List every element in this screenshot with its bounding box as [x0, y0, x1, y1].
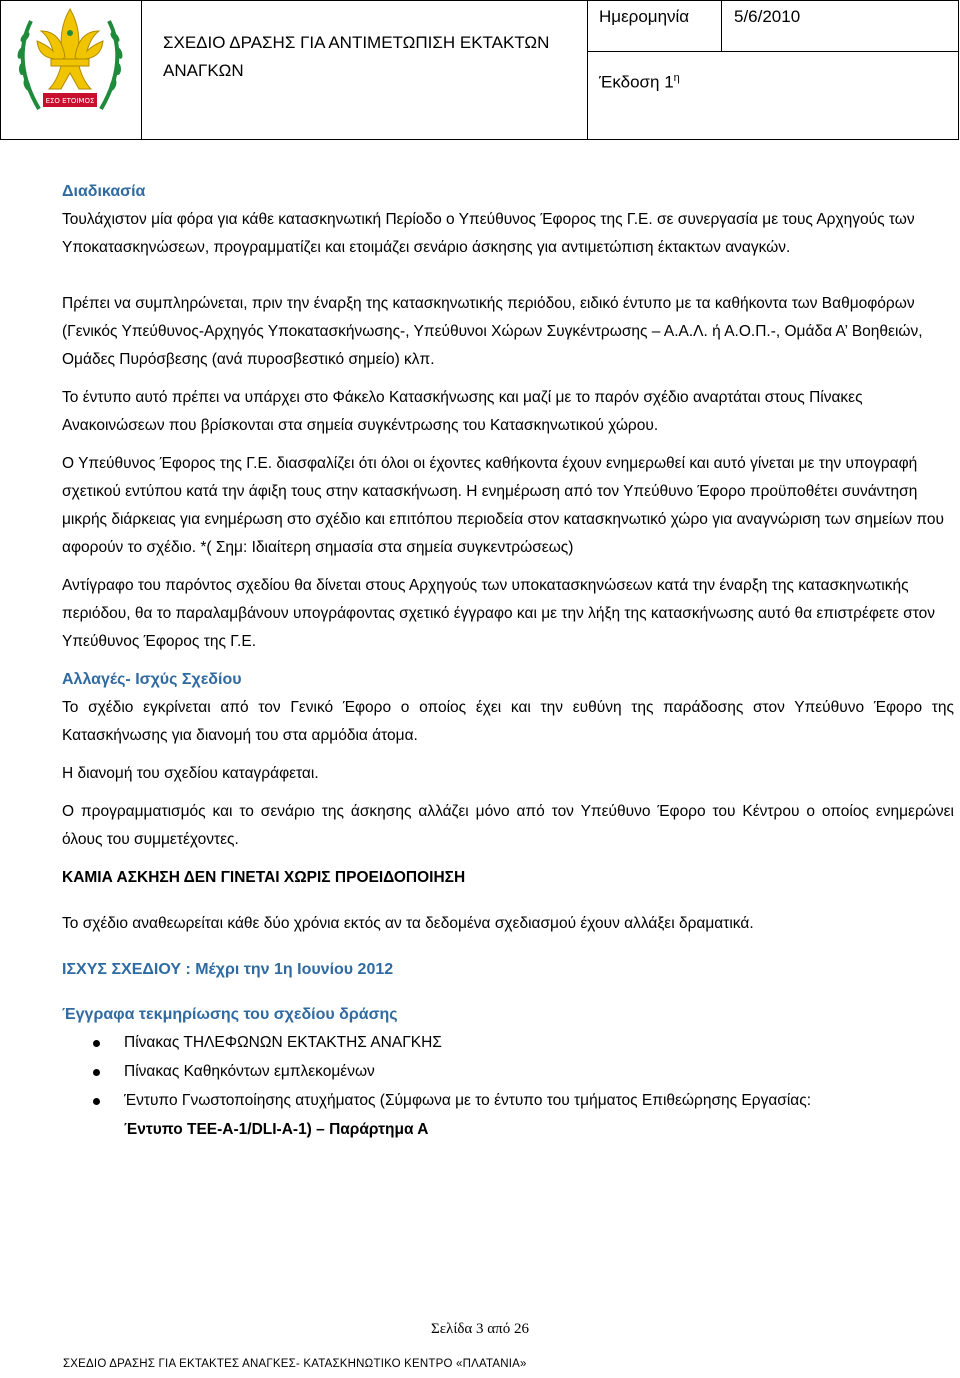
document-title: ΣΧΕΔΙΟ ΔΡΑΣΗΣ ΓΙΑ ΑΝΤΙΜΕΤΩΠΙΣΗ ΕΚΤΑΚΤΩΝ ΑΝΑΓΚΩΝ [163, 33, 550, 80]
documents-list [62, 1028, 954, 1144]
paragraph-5: Αντίγραφο του παρόντος σχεδίου θα δίνεται στους Αρχηγούς των υποκατασκηνώσεων κατά την έναρξη της κατασκηνωτικής περιόδου, θα το παραλαμβάνουν υπογράφοντας σχετικό έγγραφο και με την λήξη της κατασκήνωσης αυτό θα επιστρέφετε στον Υπεύθυνος Έφορος της Γ.Ε. [62, 577, 936, 650]
list-item: Πίνακας ΤΗΛΕΦΩΝΩΝ ΕΚΤΑΚΤΗΣ ΑΝΑΓΚΗΣ [62, 1028, 954, 1057]
paragraph-8: Ο προγραμματισμός και το σενάριο της άσκησης αλλάζει μόνο από τον Υπεύθυνο Έφορο του Κέντρου ο οποίος ενημερώνει όλους του συμμετέχοντες. [62, 803, 954, 848]
edition-superscript: η [673, 72, 680, 84]
bullet-icon [93, 1069, 100, 1076]
date-label-cell [588, 1, 722, 52]
paragraph-warning: ΚΑΜΙΑ ΑΣΚΗΣΗ ΔΕΝ ΓΙΝΕΤΑΙ ΧΩΡΙΣ ΠΡΟΕΙΔΟΠΟΙΗΣΗ [62, 869, 466, 886]
section-title-changes: Αλλαγές- Ισχύς Σχεδίου [62, 671, 242, 688]
paragraph-10: Το σχέδιο αναθεωρείται κάθε δύο χρόνια εκτός αν τα δεδομένα σχεδιασμού έχουν αλλάξει δραματικά. [62, 915, 754, 932]
document-title-cell [142, 1, 588, 140]
svg-text:ΕΣΟ ΕΤΟΙΜΟΣ: ΕΣΟ ΕΤΟΙΜΟΣ [45, 97, 95, 105]
paragraph-4: Ο Υπεύθυνος Έφορος της Γ.Ε. διασφαλίζει ότι όλοι οι έχοντες καθήκοντα έχουν ενημερωθεί και αυτό γίνεται με την υπογραφή σχετικού εντύπου κατά την άφιξη τους στην κατασκήνωση. Η ενημέρωση από τον Υπεύθυνο Έφορο προϋποθέτει συνάντηση μικρής διάρκειας για ενημέρωση στο σχέδιο και επιτόπου περιοδεία στον κατασκηνωτικό χώρο για αναγνώριση των σημείων που αφορούν το σχέδιο. *( Σημ: Ιδιαίτερη σημασία στα σημεία συγκεντρώσεως) [62, 455, 944, 556]
list-item-continuation: Έντυπο ΤΕΕ-Α-1/DLI-Α-1) – Παράρτημα Α [124, 1121, 429, 1138]
date-label: Ημερομηνία [599, 7, 690, 26]
document-body [62, 178, 954, 1144]
paragraph-1: Τουλάχιστον μία φόρα για κάθε κατασκηνωτική Περίοδο ο Υπεύθυνος Έφορος της Γ.Ε. σε συνεργασία με τους Αρχηγούς των Υποκατασκηνώσεων, προγραμματίζει και ετοιμάζει σενάριο άσκησης για αντιμετώπιση έκτακτων αναγκών. [62, 211, 915, 256]
section-title-procedure: Διαδικασία [62, 183, 146, 200]
bullet-icon [93, 1098, 100, 1105]
paragraph-7: Η διανομή του σχεδίου καταγράφεται. [62, 765, 319, 782]
bullet-icon [93, 1040, 100, 1047]
section-title-documents: Έγγραφα τεκμηρίωσης του σχεδίου δράσης [62, 1006, 398, 1023]
list-item: Έντυπο Γνωστοποίησης ατυχήματος (Σύμφωνα με το έντυπο του τμήματος Επιθεώρησης Εργασίας: [62, 1086, 954, 1115]
paragraph-2: Πρέπει να συμπληρώνεται, πριν την έναρξη της κατασκηνωτικής περιόδου, ειδικό έντυπο με τα καθήκοντα των Βαθμοφόρων (Γενικός Υπεύθυνος-Αρχηγός Υποκατασκήνωσης-, Υπεύθυνοι Χώρων Συγκέντρωσης – Α.Α.Λ. ή Α.Ο.Π.-, Ομάδα Α’ Βοηθειών, Ομάδες Πυρόσβεσης (ανά πυροσβεστικό σημείο) κλπ. [62, 295, 923, 368]
date-value: 5/6/2010 [734, 7, 801, 26]
edition-label: Έκδοση 1 [599, 72, 674, 92]
section-title-validity: ΙΣΧΥΣ ΣΧΕΔΙΟΥ : Μέχρι την 1η Ιουνίου 2012 [62, 961, 394, 978]
document-header [0, 0, 959, 140]
paragraph-3: Το έντυπο αυτό πρέπει να υπάρχει στο Φάκελο Κατασκήνωσης και μαζί με το παρόν σχέδιο αναρτάται στους Πίνακες Ανακοινώσεων που βρίσκονται στα σημεία συγκέντρωσης του Κατασκηνωτικού χώρου. [62, 389, 863, 434]
paragraph-6: Το σχέδιο εγκρίνεται από τον Γενικό Έφορο ο οποίος έχει και την ευθύνη της παράδοσης στον Υπεύθυνο Έφορο της Κατασκήνωσης για διανομή του στα αρμόδια άτομα. [62, 699, 954, 744]
scout-fleur-de-lis-logo [1, 1, 139, 134]
date-value-cell [722, 1, 959, 52]
logo-cell [1, 1, 142, 140]
footer-text: ΣΧΕΔΙΟ ΔΡΑΣΗΣ ΓΙΑ ΕΚΤΑΚΤΕΣ ΑΝΑΓΚΕΣ- ΚΑΤΑΣΚΗΝΩΤΙΚΟ ΚΕΝΤΡΟ «ΠΛΑΤΑΝΙΑ» [63, 1358, 527, 1370]
edition-cell [588, 52, 959, 140]
page-number: Σελίδα 3 από 26 [431, 1321, 529, 1337]
list-item: Πίνακας Καθηκόντων εμπλεκομένων [62, 1057, 954, 1086]
edition [588, 52, 958, 93]
